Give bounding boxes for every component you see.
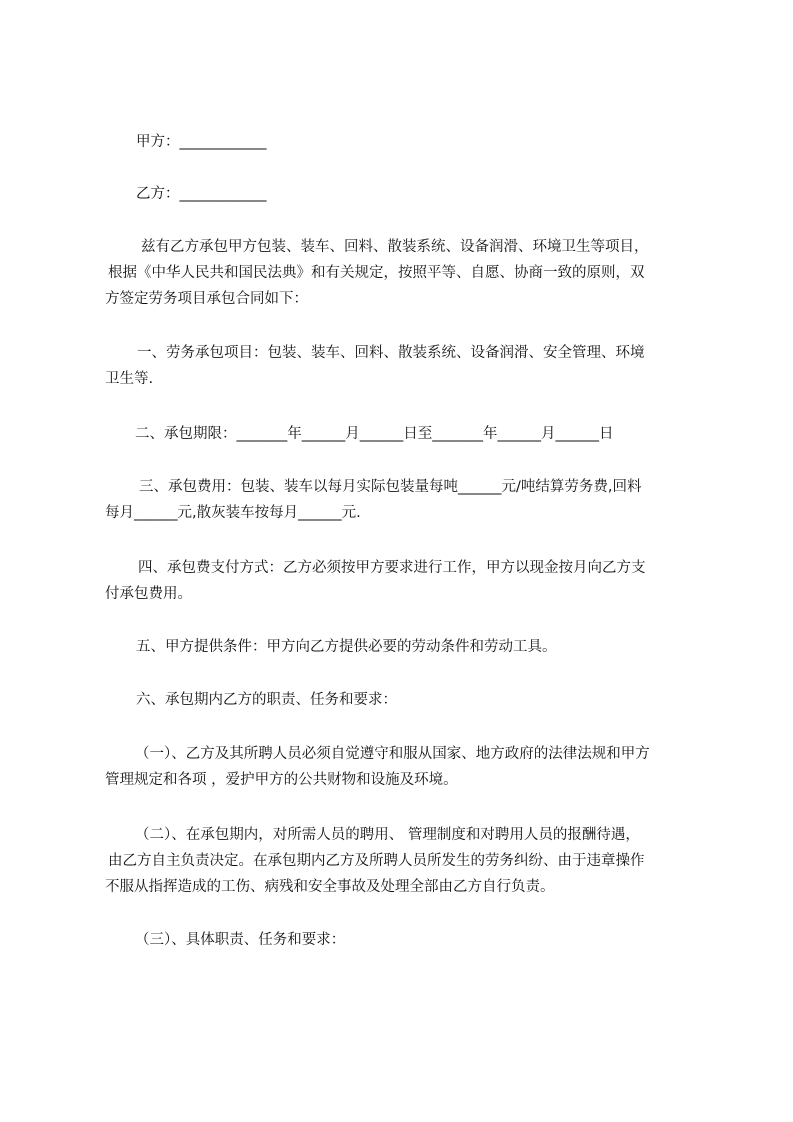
sub-clause-1: （一）、乙方及其所聘人员必须自觉遵守和服从国家、地方政府的法律法规和甲方 管理规定和各项 ，爱护甲方的公共财物和设施及环境。: [105, 746, 650, 788]
clause-6: 六、承包期内乙方的职责、任务和要求：: [136, 692, 397, 708]
clause-4: 四、承包费支付方式：乙方必须按甲方要求进行工作，甲方以现金按月向乙方支 付承包费用。: [105, 560, 646, 602]
clause-5: 五、甲方提供条件：甲方向乙方提供必要的劳动条件和劳动工具。: [136, 639, 557, 655]
party-b-line: 乙方：____________: [136, 186, 267, 202]
intro-paragraph: 兹有乙方承包甲方包装、装车、回料、散装系统、设备润滑、环境卫生等项目， 根据《中华人民共和国民法典》和有关规定，按照平等、自愿、协商一致的原则，双 方签定劳务项目承包合同如下：: [105, 239, 649, 307]
sub-clause-3: （三）、具体职责、任务和要求：: [135, 932, 346, 948]
clause-1: 一、劳务承包项目：包装、装车、回料、散装系统、设备润滑、安全管理、环境 卫生等.: [105, 345, 645, 387]
sub-clause-2: （二）、在承包期内，对所需人员的聘用、 管理制度和对聘用人员的报酬待遇， 由乙方自主负责决定。在承包期内乙方及所聘人员所发生的劳务纠纷、由于违章操作 不服从指挥造成的工伤、病残和安全事故及处理全部由乙方自行负责。: [105, 827, 645, 895]
clause-2: 二、承包期限：_______年______月______日至_______年______月______日: [135, 426, 614, 442]
party-a-line: 甲方：____________: [136, 134, 267, 150]
clause-3: 三、承包费用：包装、装车以每月实际包装量每吨______元/吨结算劳务费,回料 每月______元,散灰装车按每月______元.: [105, 479, 642, 521]
